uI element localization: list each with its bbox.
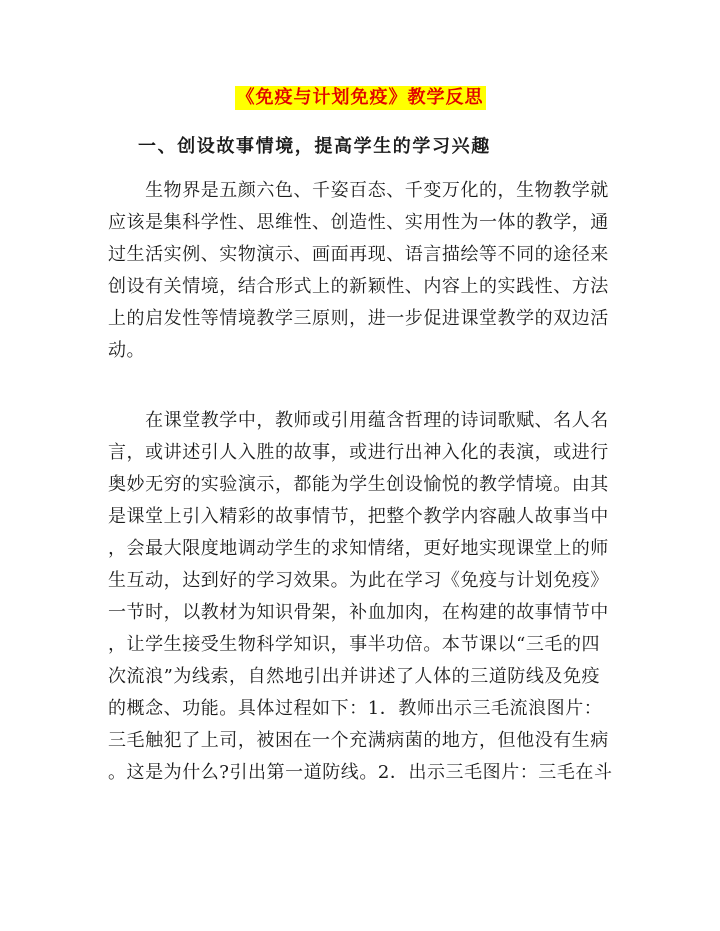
paragraph-line: 。这是为什么?引出第一道防线。2．出示三毛图片：三毛在斗	[108, 762, 613, 783]
paragraph-line: ，会最大限度地调动学生的求知情绪，更好地实现课堂上的师	[108, 538, 609, 559]
paragraph-line: 言，或讲述引人入胜的故事，或进行出神入化的表演，或进行	[108, 442, 609, 463]
paragraph-line: ，让学生接受生物科学知识，事半功倍。本节课以“三毛的四	[108, 634, 601, 655]
paragraph-line: 生互动，达到好的学习效果。为此在学习《免疫与计划免疫》	[108, 570, 609, 591]
paragraph-line: 动。	[108, 340, 146, 361]
paragraph-line: 是课堂上引入精彩的故事情节，把整个教学内容融人故事当中	[108, 506, 609, 527]
paragraph-line: 上的启发性等情境教学三原则，进一步促进课堂教学的双边活	[108, 308, 609, 329]
paragraph-2	[108, 405, 616, 789]
paragraph-1	[108, 175, 616, 367]
document-title: 《免疫与计划免疫》教学反思	[236, 87, 484, 108]
paragraph-line: 三毛触犯了上司，被困在一个充满病菌的地方，但他没有生病	[108, 730, 609, 751]
paragraph-line: 的概念、功能。具体过程如下：1．教师出示三毛流浪图片：	[108, 698, 603, 719]
paragraph-line: 创设有关情境，结合形式上的新颖性、内容上的实践性、方法	[108, 276, 609, 297]
paragraph-line: 应该是集科学性、思维性、创造性、实用性为一体的教学，通	[108, 212, 609, 233]
paragraph-line: 一节时，以教材为知识骨架，补血加肉，在构建的故事情节中	[108, 602, 609, 623]
paragraph-line: 次流浪”为线索，自然地引出并讲述了人体的三道防线及免疫	[108, 666, 601, 687]
paragraph-line: 过生活实例、实物演示、画面再现、语言描绘等不同的途径来	[108, 244, 609, 265]
paragraph-line: 生物界是五颜六色、千姿百态、千变万化的，生物教学就	[108, 180, 609, 201]
paragraph-line: 奥妙无穷的实验演示，都能为学生创设愉悦的教学情境。由其	[108, 474, 609, 495]
paragraph-line: 在课堂教学中，教师或引用蕴含哲理的诗词歌赋、名人名	[108, 410, 609, 431]
title-wrap	[0, 86, 720, 110]
section-heading: 一、创设故事情境，提高学生的学习兴趣	[138, 136, 491, 157]
